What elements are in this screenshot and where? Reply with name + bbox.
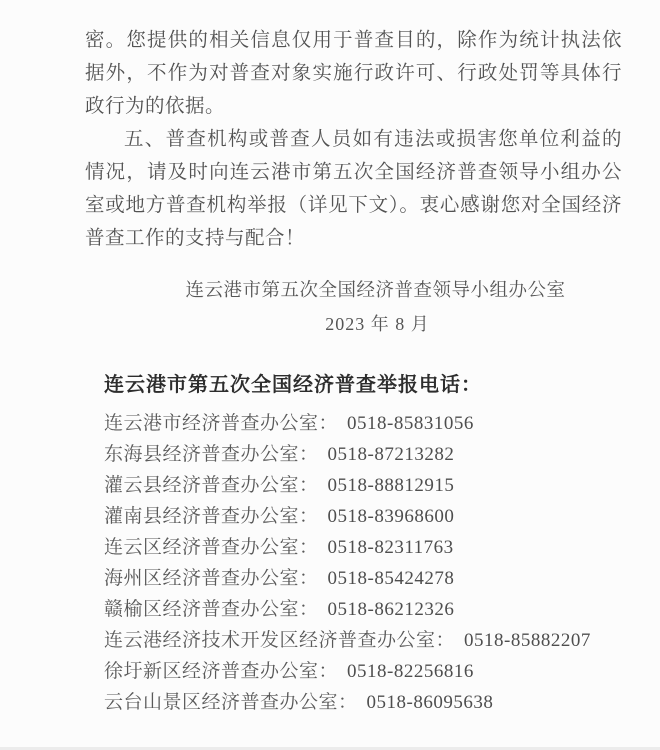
hotline-row: [104, 594, 622, 625]
hotline-row: [104, 563, 622, 594]
hotline-phone: 0518-85882207: [464, 630, 591, 651]
hotline-office: 灌南县经济普查办公室：: [104, 506, 319, 527]
hotline-office: 东海县经济普查办公室：: [104, 444, 319, 465]
signature-date: 2023 年 8 月: [325, 314, 430, 334]
hotline-phone: 0518-85831056: [347, 413, 474, 434]
paragraph-report-violations: 五、普查机构或普查人员如有违法或损害您单位利益的情况，请及时向连云港市第五次全国经济普查领导小组办公室或地方普查机构举报（详见下文）。衷心感谢您对全国经济普查工作的支持与配合！: [85, 129, 622, 249]
hotline-row: [104, 408, 622, 439]
hotline-phone: 0518-86212326: [327, 599, 455, 620]
hotline-list: [104, 408, 622, 718]
hotline-phone: 0518-87213282: [327, 444, 455, 465]
hotline-row: [104, 532, 622, 563]
hotline-phone: 0518-86095638: [366, 692, 494, 713]
hotline-office: 徐圩新区经济普查办公室：: [104, 661, 339, 682]
hotline-office: 赣榆区经济普查办公室：: [104, 599, 319, 620]
hotline-office: 连云区经济普查办公室：: [104, 537, 319, 558]
hotline-office: 海州区经济普查办公室：: [104, 568, 319, 589]
hotline-phone: 0518-82256816: [347, 661, 474, 682]
hotline-row: [104, 687, 622, 718]
hotline-office: 连云港市经济普查办公室：: [104, 413, 339, 434]
hotline-row: [104, 656, 622, 687]
paragraph-confidentiality: 密。您提供的相关信息仅用于普查目的，除作为统计执法依据外，不作为对普查对象实施行政许可、行政处罚等具体行政行为的依据。: [85, 30, 622, 117]
hotline-phone: 0518-82311763: [327, 537, 454, 558]
hotline-row: [104, 439, 622, 470]
hotline-office: 云台山景区经济普查办公室：: [104, 692, 358, 713]
hotline-phone: 0518-83968600: [327, 506, 455, 527]
hotline-office: 连云港经济技术开发区经济普查办公室：: [104, 630, 456, 651]
hotline-row: [104, 501, 622, 532]
hotline-phone: 0518-85424278: [327, 568, 455, 589]
signature-office: 连云港市第五次全国经济普查领导小组办公室: [185, 281, 566, 301]
hotline-row: [104, 625, 622, 656]
hotline-office: 灌云县经济普查办公室：: [104, 475, 319, 496]
hotline-heading: 连云港市第五次全国经济普查举报电话：: [104, 374, 482, 396]
hotline-phone: 0518-88812915: [327, 475, 455, 496]
hotline-row: [104, 470, 622, 501]
